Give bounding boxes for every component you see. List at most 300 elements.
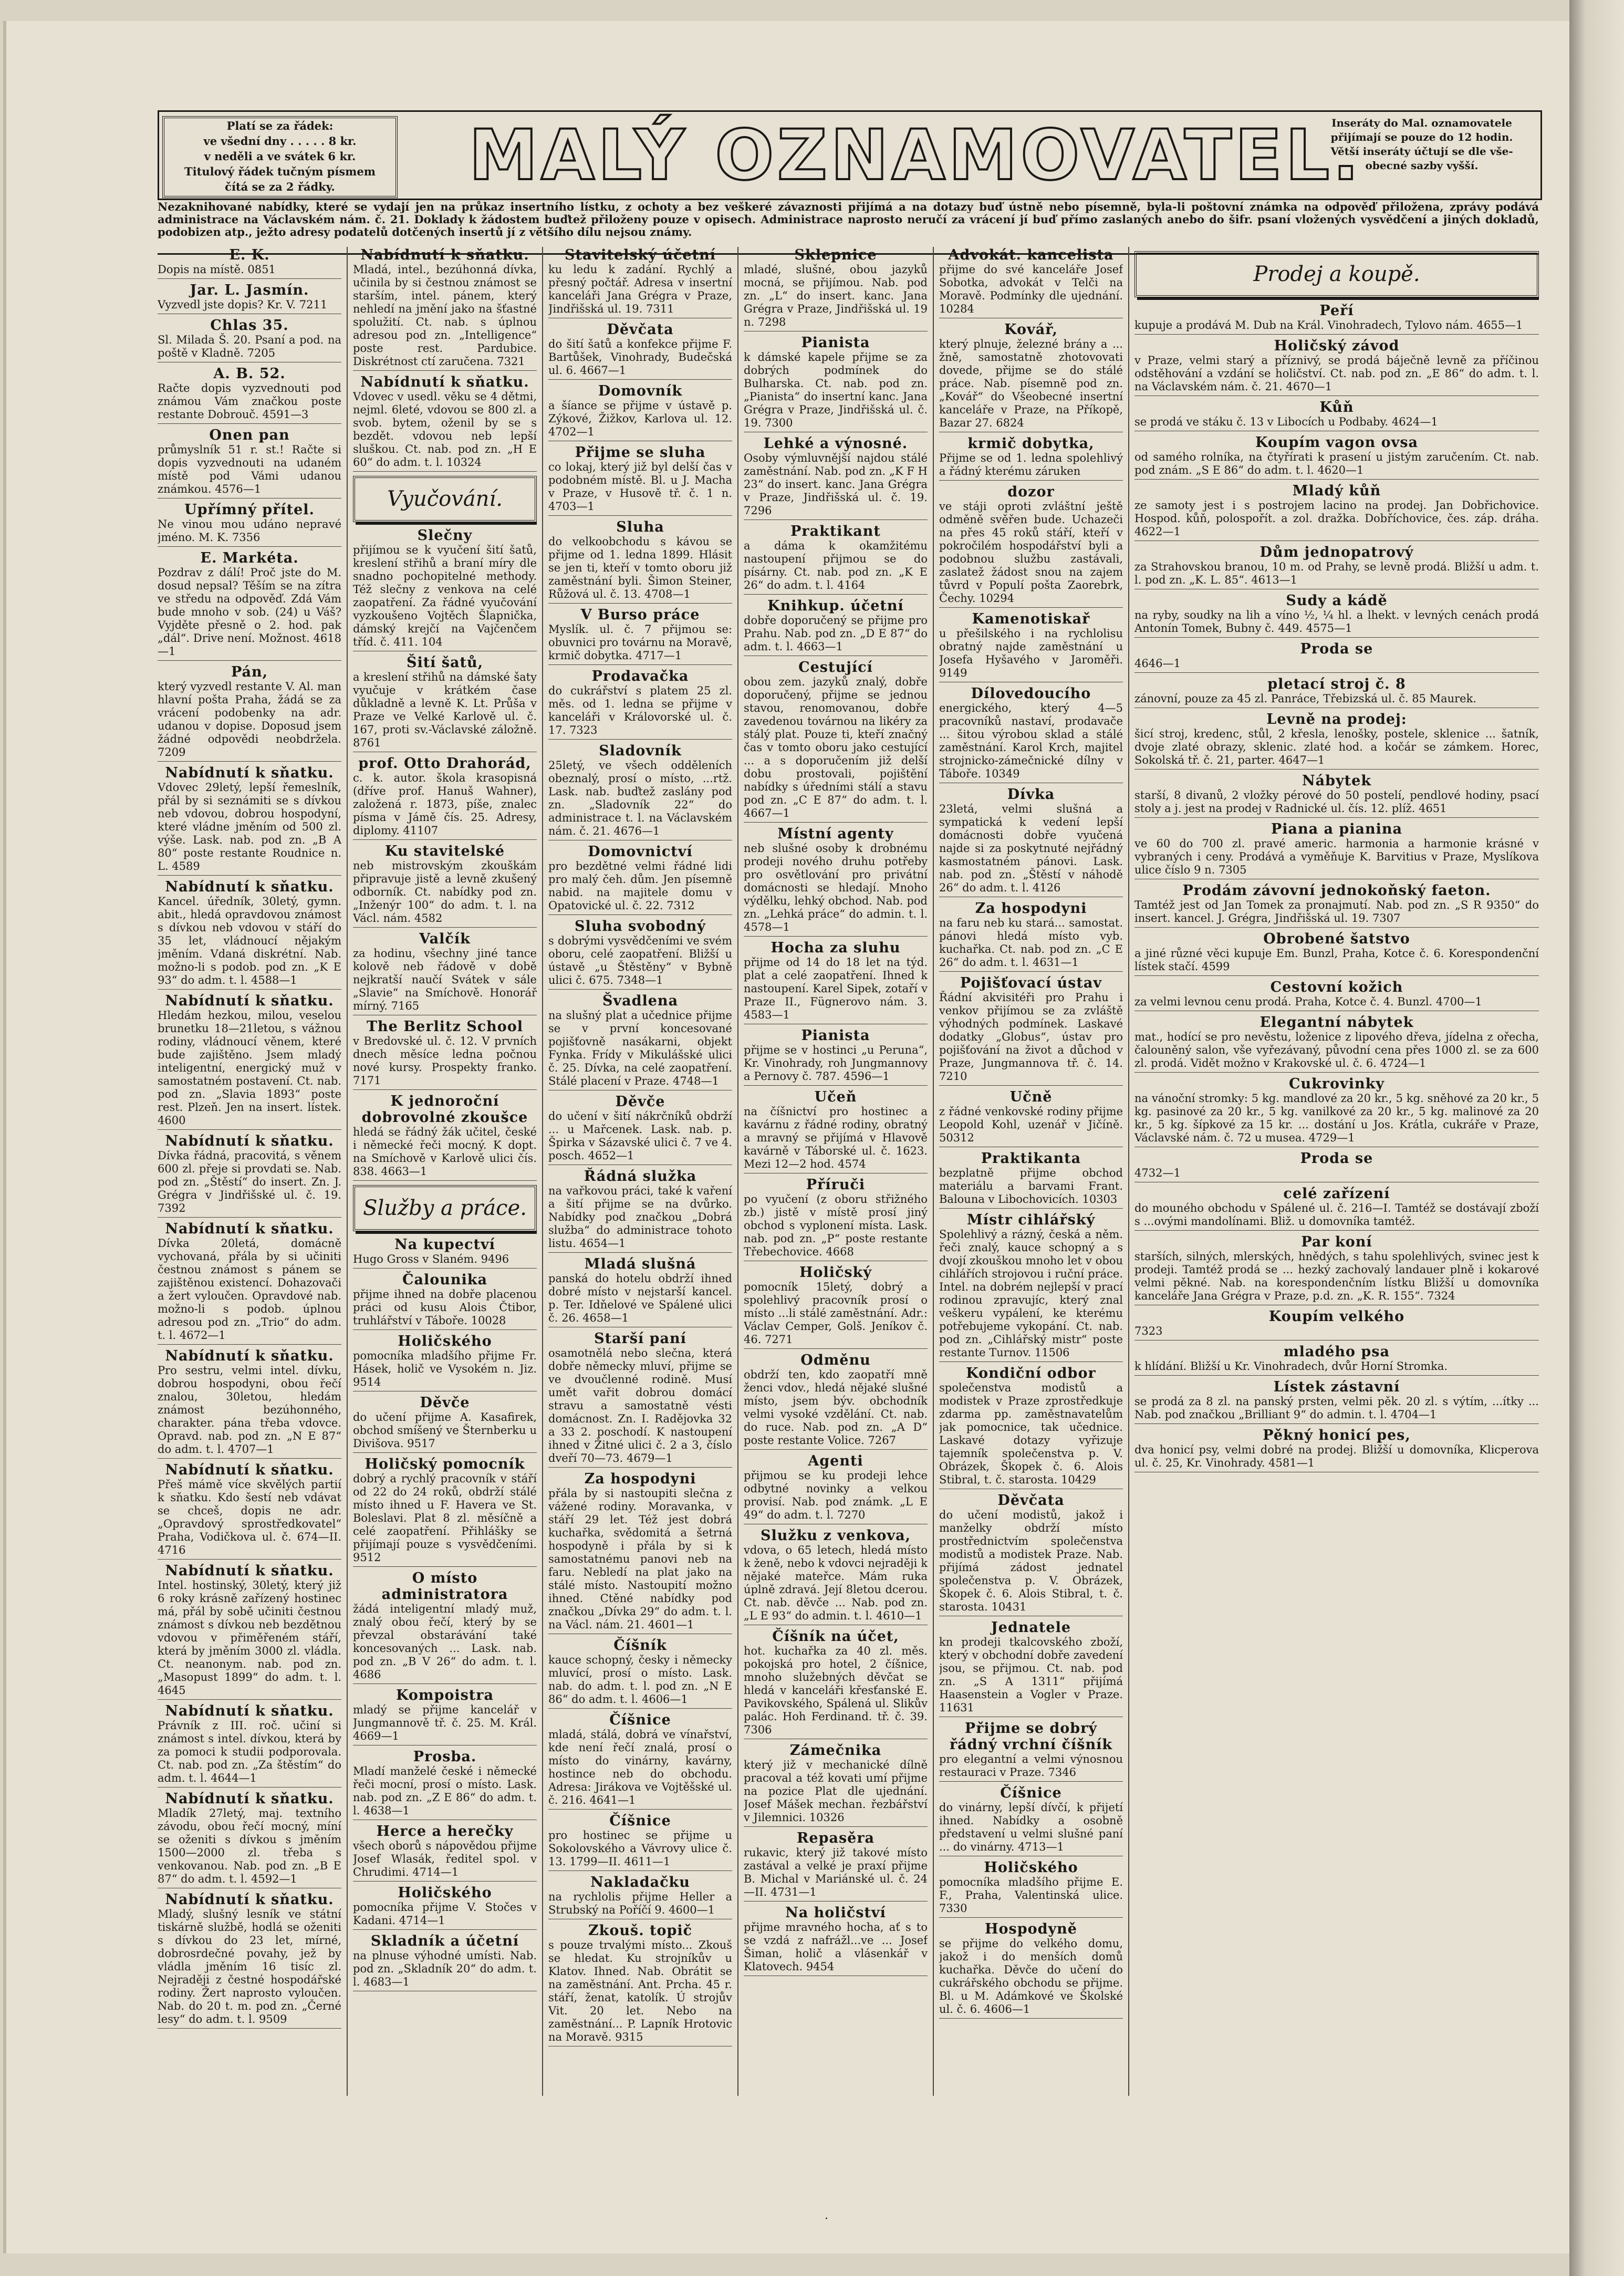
classified-ad: [744, 1089, 928, 1173]
ad-heading: Děvčata: [607, 321, 674, 338]
ad-text: Mladá, intel., bezúhonná dívka, učinila by si čestnou známost se starším, intel. pánem, který nehledí na jmění jako na šťastné spolužití. Ct. nab. s úplnou adresou pod zn. „Intelligence“ poste rest. Pardubice. Diskrétnost ctí zaručena. 7321: [353, 263, 537, 368]
classified-ad: [548, 1471, 732, 1634]
ad-text: na ryby, soudky na lih a víno ½, ¼ hl. a lhekt. v levných cenách prodá Antonín Tomek, Bubny č. 449. 4575—1: [1134, 609, 1539, 635]
classified-ad: [548, 1331, 732, 1468]
ad-text: žádá inteligentní mladý muž, znalý obou řečí, který by se převzal obstarávání také koncesovaných ... Lask. nab. pod zn. „B V 26“ do adm. t. l. 4686: [353, 1603, 537, 1681]
classified-ad: [548, 321, 732, 380]
ad-heading: Stavitelský účetní: [565, 247, 716, 263]
ad-heading: Přijme se sluha: [575, 444, 706, 461]
ad-heading: Nabídnutí k sňatku.: [165, 879, 334, 895]
ad-heading: Praktikant: [790, 523, 881, 539]
ad-heading: Nabídnutí k sňatku.: [360, 247, 529, 263]
classified-ad: [158, 247, 341, 279]
classified-ad: [353, 1333, 537, 1391]
ad-heading: Holičského: [984, 1859, 1078, 1876]
ad-heading: Slečny: [417, 527, 473, 544]
classified-ad: [939, 1150, 1123, 1209]
ad-text: ve 60 do 700 zl. pravé americ. harmonia a harmonie krásné v vybraných i ceny. Prodává a vyměňuje K. Barvitius v Praze, Myslíkova ulice číslo 9 n. 7305: [1134, 837, 1539, 876]
ad-heading: Mladá slušná: [584, 1256, 696, 1272]
ad-heading: Služku z venkova,: [761, 1527, 911, 1544]
ad-heading: Číšnice: [1000, 1785, 1062, 1801]
classified-ad: [1134, 773, 1539, 818]
ad-heading: Obrobené šatstvo: [1263, 931, 1410, 947]
ad-text: Račte dopis vyzvednouti pod známou Vám značkou poste restante Dobrouč. 4591—3: [158, 382, 341, 421]
ad-text: na číšnictví pro hostinec a kavárnu z řádné rodiny, obratný a mravný se přijímá v Hlavově kavárně v Táborské ul. č. 1623. Mezi 12—2 hod. 4574: [744, 1105, 928, 1170]
ad-text: na vařkovou práci, také k vaření a šití přijme se na dvůrko. Nabídky pod značkou „Dobrá služba“ do administrace tohoto listu. 4654—1: [548, 1184, 732, 1250]
ad-text: neb slušné osoby k drobnému prodeji nového druhu potřeby pro osvětlování pro privátní domácnosti se hledají. Mnoho výdělku, lehký obchod. Nab. pod zn. „Lehká práce“ do admin. t. l. 4578—1: [744, 842, 928, 933]
classified-ad: [548, 668, 732, 740]
ad-text: všech oborů s nápovědou přijme Josef Wlasák, ředitel spol. v Chrudimi. 4714—1: [353, 1839, 537, 1878]
ad-text: se prodá ve stáku č. 13 v Libocích u Podbaby. 4624—1: [1134, 415, 1438, 428]
ad-heading: Jar. L. Jasmín.: [190, 282, 309, 298]
ad-text: po vyučení (z oboru střižného zb.) jistě v místě prosí jiný obchod s vyplonení místa. Lask. nab. pod zn. „P“ poste restante Třebechovice. 4668: [744, 1193, 928, 1258]
ad-heading: Knihkup. účetní: [767, 598, 904, 614]
classified-ad: [744, 940, 928, 1024]
classified-ad: [744, 1352, 928, 1450]
classified-ad: [1134, 544, 1539, 589]
classified-ad: [353, 1093, 537, 1181]
ad-heading: Dílovedoucího: [971, 685, 1091, 702]
classified-ad: [548, 383, 732, 441]
ad-heading: Švadlena: [602, 993, 679, 1009]
ad-heading: Proda se: [1300, 1150, 1373, 1167]
classified-ad: [939, 1921, 1123, 2019]
ad-heading: Pianista: [801, 335, 870, 351]
ad-text: mladý se přijme kancelář v Jungmannově tř. č. 25. M. Král. 4669—1: [353, 1703, 537, 1742]
ad-heading: Číšník: [613, 1637, 667, 1654]
ad-text: pro hostinec se přijme u Sokolovského a Vávrovy ulice č. 13. 1799—II. 4611—1: [548, 1829, 732, 1868]
classified-ad: [158, 1563, 341, 1700]
classified-ad: [158, 1221, 341, 1345]
classified-ad: [939, 1619, 1123, 1717]
classified-ad: [1134, 931, 1539, 976]
classified-ad: [1134, 641, 1539, 673]
classified-ad: [353, 1933, 537, 1991]
classified-ad: [1134, 711, 1539, 770]
ad-text: z řádné venkovské rodiny přijme Leopold Kohl, uzenář v Jičíně. 50312: [939, 1105, 1123, 1144]
ad-heading: Učeň: [814, 1089, 857, 1105]
ad-heading: Za hospodyni: [584, 1471, 696, 1487]
ad-heading: Sudy a kádě: [1286, 593, 1388, 609]
ad-text: Dívka 20letá, domácně vychovaná, přála by si učiniti čestnou známost s pánem se zajištěnou existencí. Dohazovači a žert vyloučen. Opravdové nab. možno-li s podob. úplnou adresou pod zn. „Trio“ do adm. t. l. 4672—1: [158, 1237, 341, 1342]
ad-text: od samého rolníka, na čtyřírati k prasení u jistým zaručením. Ct. nab. pod znám. „S E 86“ do adm. t. l. 4620—1: [1134, 451, 1539, 476]
ad-text: 7323: [1134, 1325, 1163, 1337]
classified-ad: [939, 611, 1123, 682]
ad-heading: Číšnice: [609, 1712, 671, 1728]
ad-heading: Nakladačku: [590, 1874, 690, 1890]
ad-text: kupuje a prodává M. Dub na Král. Vinohradech, Tylovo nám. 4655—1: [1134, 319, 1523, 331]
ad-text: panská do hotelu obdrží ihned dobré místo v nejstarší kancel. p. Ter. Idňelové ve Spálené ulici č. 26. 4658—1: [548, 1272, 732, 1324]
ad-text: hledá se řádný žák učitel, české i německé řeči mocný. K dopt. na Smíchově v Karlově ulici čís. 838. 4663—1: [353, 1126, 537, 1178]
ad-heading: krmič dobytka,: [967, 435, 1095, 452]
ad-heading: Učně: [1009, 1089, 1053, 1105]
ad-text: a kreslení střihů na dámské šaty vyučuje v krátkém čase důkladně a levně K. Lt. Průša v Praze ve Velké Karlově ul. č. 167, proti sv.-Václavské záložně. 8761: [353, 671, 537, 749]
ad-heading: Pěkný honicí pes,: [1263, 1427, 1411, 1443]
ad-heading: Herce a herečky: [376, 1823, 514, 1839]
ad-text: a jiné různé věci kupuje Em. Bunzl, Praha, Kotce č. 6. Korespondenční lístek stačí. 4599: [1134, 947, 1539, 973]
classified-ad: [744, 1264, 928, 1349]
ad-heading: Prosba.: [413, 1749, 477, 1765]
section-heading: Prodej a koupě.: [1134, 251, 1539, 297]
classified-ad: [744, 1027, 928, 1086]
section-heading: Služby a práce.: [353, 1185, 537, 1231]
ad-text: starších, silných, mlerských, hnědých, s tahu spolehlivých, svinec jest k prodeji. Tamtéž prodá se ... hezký zachovalý landauer plně i kokarové velmi pěkné. Nab. na korespondenčním lístku Bližší u domovníka kanceláře Jana Grégra v Praze, p.d. zn. „K. R. 155“. 7324: [1134, 1250, 1539, 1302]
ad-text: se prodá za 8 zl. na panský prsten, velmi pěk. 20 zl. s výtím, ...ítky ... Nab. pod značkou „Brilliant 9“ do admin. t. l. 4704—1: [1134, 1395, 1539, 1421]
ad-text: přijme od 14 do 18 let na týd. plat a celé zaopatření. Ihned k nastoupení. Karel Sipek, zotaří v Praze II., Fügnerovo nám. 3. 4583—1: [744, 956, 928, 1021]
ad-column-2: [353, 247, 537, 2096]
ad-heading: Nabídnutí k sňatku.: [165, 1221, 334, 1237]
classified-ad: [1134, 676, 1539, 708]
classified-ad: [1134, 593, 1539, 638]
ad-text: a dáma k okamžitému nastoupení přijmou se do písárny. Ct. nab. pod zn. „K E 26“ do adm. t. l. 4164: [744, 539, 928, 591]
ad-text: bezplatně přijme obchod materiálu a barvami Frant. Balouna v Libochovicích. 10303: [939, 1167, 1123, 1205]
ad-heading: Starší paní: [594, 1331, 686, 1347]
page-mark: ·: [825, 2212, 828, 2226]
ad-heading: Za hospodyni: [975, 900, 1087, 917]
ad-heading: Hocha za sluhu: [771, 940, 901, 956]
ad-text: do vinárny, lepší dívčí, k přijetí ihned. Nabídky a osobně představení u velmi slušné paní ... do vinárny. 4713—1: [939, 1801, 1123, 1853]
ad-text: za hodinu, všechny jiné tance kolově neb řádově v době nejkratší naučí Svátek v sále „Slavie“ na Smíchově. Honorář mírný. 7165: [353, 947, 537, 1012]
ad-text: do velkoobchodu s kávou se přijme od 1. ledna 1899. Hlásit se jen ti, kteří v tomto oboru již zaměstnání byli. Šimon Steiner, Růžová ul. č. 13. 4708—1: [548, 535, 732, 600]
ad-text: k hlídání. Bližší u Kr. Vinohradech, dvůr Horní Stromka.: [1134, 1360, 1448, 1373]
classified-ad: [158, 1133, 341, 1218]
ad-text: 4732—1: [1134, 1167, 1181, 1179]
ad-heading: Upřímný přítel.: [184, 502, 315, 518]
ad-text: 4646—1: [1134, 657, 1181, 670]
classified-ad: [548, 1813, 732, 1871]
classified-ad: [353, 1823, 537, 1882]
ad-text: u přešilského i na rychlolisu obratný najde zaměstnání u Josefa Hyšavého v Jaroměři. 9149: [939, 627, 1123, 679]
classified-ad: [939, 1785, 1123, 1856]
ad-column-6: [1134, 247, 1539, 2096]
masthead: [158, 110, 1542, 200]
ad-text: Hledám hezkou, milou, veselou brunetku 18—21letou, s vážnou rodiny, vládnoucí věnem, které bude zajištěno. Jsem mladý inteligentní, energický muž v samostatném postavení. Ct. nab. pod zn. „Slavia 1893“ poste rest. Plzeň. Jen na insert. lístek. 4600: [158, 1009, 341, 1127]
ad-heading: E. Markéta.: [200, 550, 299, 566]
ad-heading: E. K.: [229, 247, 270, 263]
ad-heading: Zámečnika: [789, 1742, 882, 1759]
ad-heading: Lístek zástavní: [1273, 1379, 1400, 1395]
ad-text: Spolehlivý a rázný, česká a něm. řeči znalý, kauce schopný a s dvojí zkouškou mnoho let v obou cihlářích strojovou i ruční práce. Intel. na dobrém nejlepší v prací rodinou zpravujíc, který znal veškeru vypálení, ke kterému potřebujeme vykopání. Ct. nab. pod zn. „Cihlářský mistr“ poste restante Turnov. 11506: [939, 1228, 1123, 1359]
ad-text: Dopis na místě. 0851: [158, 263, 276, 276]
ad-text: s pouze trvalými místo... Zkouš se hledat. Ku strojníkův u Klatov. Ihned. Nab. Obrátit se na zaměstnání. Ant. Prcha. 45 r. stáří, ženat, katolík. Ú strojův Vit. 20 let. Nebo na zaměstnání... P. Lapník Hrotovic na Moravě. 9315: [548, 1939, 732, 2043]
ad-text: Mladík 27letý, maj. textního závodu, obou řečí mocný, míní se oženiti s dívkou s jměním 1500—2000 zl. třeba s venkovanou. Nab. pod zn. „B E 87“ do adm. t. l. 4592—1: [158, 1807, 341, 1885]
ad-heading: pletací stroj č. 8: [1267, 676, 1406, 692]
ad-heading: Holičský: [799, 1264, 872, 1281]
ad-text: v Bredovské ul. č. 12. V prvních dnech měsíce ledna počnou nové kursy. Prospekty franko. 7171: [353, 1035, 537, 1087]
ad-text: průmyslník 51 r. st.! Račte si dopis vyzvednouti na udaném místě pod Vámi udanou známkou. 4576—1: [158, 443, 341, 495]
ad-heading: Proda se: [1300, 641, 1373, 657]
ad-text: rukavic, který již takové místo zastával a velké je praxí přijme B. Michal v Mariánské ul. č. 24—II. 4731—1: [744, 1846, 928, 1898]
ad-text: kn prodeji tkalcovského zboží, který v obchodní dobře zavedení jsou, se přijmou. Ct. nab. pod zn. „S A 1311“ přijímá Haasenstein a Vogler v Praze. 11631: [939, 1636, 1123, 1714]
binding-margin: [1569, 0, 1624, 2276]
classified-ad: [744, 335, 928, 432]
ad-text: Mladí manželé české i německé řeči mocní, prosí o místo. Lask. nab. pod zn. „Z E 86“ do adm. t. l. 4638—1: [353, 1765, 537, 1817]
ad-text: přijme se v hostinci „u Peruna“, Kr. Vinohrady, roh Jungmannovy a Pernovy č. 787. 4596—1: [744, 1044, 928, 1083]
classified-ad: [939, 975, 1123, 1086]
ad-text: Ne vinou mou udáno nepravé jméno. M. K. 7356: [158, 518, 341, 544]
classified-ad: [939, 321, 1123, 432]
ad-heading: Chlas 35.: [210, 317, 289, 334]
ad-text: Přijme se od 1. ledna spolehlivý a řádný kterému záruken: [939, 452, 1123, 477]
section-heading: Vyučování.: [353, 476, 537, 522]
ad-heading: Holičský závod: [1274, 338, 1400, 354]
ad-text: s dobrými vysvědčeními ve svém oboru, celé zaopatření. Bližší u ústavě „u Štěstěny“ v Bybně ulici č. 675. 7348—1: [548, 934, 732, 986]
ad-heading: Koupím velkého: [1268, 1308, 1405, 1325]
ad-heading: Sluha: [616, 519, 664, 535]
ad-text: starší, 8 divanů, 2 vložky pérové do 50 postelí, pendlové hodiny, psací stoly a j. jest na prodej v Radnické ul. čís. 12. plíž. 4651: [1134, 789, 1539, 815]
classified-ad: [158, 765, 341, 876]
ad-text: Pozdrav z dálí! Proč jste do M. dosud nepsal? Těším se na zítra ve středu na odpověď. Zdá Vám bude mnoho v sob. (24) u Váš? Vyjděte přesně o 2. hod. pak „dál“. Drive není. Možnost. 4618—1: [158, 566, 341, 658]
ad-heading: Cestovní kožich: [1270, 979, 1403, 995]
ad-heading: Agenti: [808, 1453, 863, 1469]
classified-ad: [353, 1687, 537, 1745]
ad-heading: Pojišťovací ústav: [960, 975, 1102, 991]
ad-heading: Nabídnutí k sňatku.: [165, 1563, 334, 1579]
classified-ad: [939, 1492, 1123, 1616]
classified-ad: [1134, 338, 1539, 396]
ad-text: přála by si nastoupiti slečna z vážené rodiny. Moravanka, v stáří 29 let. Též jest dobrá kuchařka, svědomitá a šetrná hospodyně i přála by si k samostatnému panovi neb na faru. Nebledí na plat jako na stálé místo. Nastoupití možno ihned. Ctěné nabídky pod značkou „Dívka 29“ do adm. t. l. na Václ. nám. 21. 4601—1: [548, 1487, 732, 1631]
ad-text: společenstva modistů a modistek v Praze zprostředkuje zdarma pp. zaměstnavatelům jak pomocnice, tak učednice. Laskavé dotazy vyřizuje tajemník společenstva p. V. Obrázek, Škopek č. 6. Alois Stibral, t. č. starosta. 10429: [939, 1381, 1123, 1486]
ad-text: Pro sestru, velmi intel. dívku, dobrou hospodyni, obou řečí znalou, 30letou, hledám známost bezúhonného, charakter. pána třeba vdovce. Opravd. nab. pod zn. „N E 87“ do adm. t. l. 4707—1: [158, 1364, 341, 1456]
classified-ad: [1134, 483, 1539, 541]
ad-heading: Odměnu: [800, 1352, 871, 1368]
ad-text: Mladý, slušný lesník ve státní tiskárně službě, hodlá se oženiti s dívkou do 23 let, mírné, dobrosrdečné povahy, jež by vládla jměním 16 tisíc zl. Nejraději z čestné hospodářské rodiny. Žert naprosto vyloučen. Nab. do 20 t. m. pod zn. „Černé lesy“ do adm. t. l. 9509: [158, 1908, 341, 2025]
ad-text: Právník z III. roč. učiní si známost s intel. dívkou, která by za pomoci k studii podporovala. Ct. nab. pod zn. „Za štěstím“ do adm. t. l. 4644—1: [158, 1719, 341, 1784]
classified-ad: [158, 664, 341, 762]
ad-heading: Nabídnutí k sňatku.: [165, 1791, 334, 1807]
classified-ad: [939, 685, 1123, 783]
ad-heading: Nabídnutí k sňatku.: [165, 765, 334, 781]
column-rule: [933, 247, 934, 2096]
classified-ad: [158, 993, 341, 1130]
classified-ad: [744, 659, 928, 823]
ad-text: mladá, stálá, dobrá ve vínařství, kde není řečí znalá, prosí o místo do vinárny, kavárny, hostince neb do obchodu. Adresa: Jirákova ve Vojtěšské ul. č. 216. 4641—1: [548, 1728, 732, 1806]
ad-heading: Řádná služka: [584, 1168, 697, 1184]
ad-heading: Hospodyně: [985, 1921, 1077, 1937]
column-rule: [542, 247, 543, 2096]
classified-ad: [548, 1094, 732, 1165]
classified-ad: [158, 282, 341, 314]
ad-text: 23letá, velmi slušná a sympatická k vedení lepší domácnosti dobře vyučená najde si za poskytnuté nejřádný kasmostatném pánovi. Lask. nab. pod zn. „Štěstí v náhodě 26“ do adm. t. l. 4126: [939, 803, 1123, 894]
ad-heading: Repasěra: [796, 1830, 875, 1846]
classified-ad: [1134, 1427, 1539, 1472]
ad-text: na plnuse výhodné umísti. Nab. pod zn. „Skladník 20“ do adm. t. l. 4683—1: [353, 1949, 537, 1988]
ad-heading: Domovnictví: [588, 844, 693, 860]
classified-ad: [353, 654, 537, 752]
ad-text: Hugo Gross v Slaném. 9496: [353, 1253, 509, 1265]
ad-text: kauce schopný, česky i německy mluvící, prosí o místo. Lask. nab. do adm. t. l. pod zn. „N E 86“ do adm. t. l. 4606—1: [548, 1654, 732, 1706]
classified-ad: [548, 1256, 732, 1327]
ad-text: energického, který 4—5 pracovníků nastaví, prodavače ... šitou výrobou sklad a stálé zaměstnání. Karol Krch, majitel strojnicko-zámečnické dílny v Táboře. 10349: [939, 702, 1123, 780]
ad-heading: Ku stavitelské: [384, 843, 505, 859]
ad-heading: Děvče: [615, 1094, 665, 1110]
column-rule: [1128, 247, 1129, 2096]
ad-text: který plnuje, železné brány a ... žně, samostatně zhotovovati dovede, přijme se do stálé práce. Nab. písemně pod zn. „Kovář“ do Všeobecné insertní kanceláře v Praze, na Příkopě, Bazar 27. 6824: [939, 338, 1123, 429]
ad-heading: Holičského: [398, 1333, 492, 1349]
ad-heading: Nabídnutí k sňatku.: [165, 1892, 334, 1908]
ad-text: do cukrářství s platem 25 zl. měs. od 1. ledna se přijme v kanceláři v Královorské ul. č. 17. 7323: [548, 684, 732, 736]
ad-text: do učení modistů, jakož i manželky obdrží místo prostřednictvím společenstva modistů a modistek Praze. Nab. přijímá zádost jednatel společenstva p. V. Obrázek, Škopek č. 6. Alois Stibral, t. č. starosta. 10431: [939, 1509, 1123, 1613]
classified-ad: [1134, 399, 1539, 431]
ad-text: do učení v šití nákrčníků obdrží ... u Mařcenek. Lask. nab. p. Špirka v Sázavské ulici č. 7 ve 4. posch. 4652—1: [548, 1110, 732, 1162]
ad-heading: Skladník a účetní: [370, 1933, 519, 1949]
classified-ad: [939, 1365, 1123, 1489]
classified-ad: [1134, 821, 1539, 879]
classified-ad: [353, 1236, 537, 1269]
classified-ad: [548, 607, 732, 665]
ad-text: c. k. autor. škola krasopisná (dříve prof. Hanuš Wahner), založená r. 1873, píše, znalec písma v Jámě čís. 25. Adresy, diplomy. 41107: [353, 772, 537, 837]
ad-text: Vdovec 29letý, lepší řemeslník, přál by si seznámiti se s dívkou neb vdovou, dobrou hospodyní, které vládne jměním od 500 zl. výše. Lask. nab. pod zn. „B A 80“ poste restante Roudnice n. L. 4589: [158, 781, 341, 872]
ad-heading: prof. Otto Drahorád,: [358, 755, 532, 772]
ad-text: šicí stroj, kredenc, stůl, 2 křesla, lenošky, postele, sklenice ... šatník, dvoje zlaté obrazy, sklenic. zlaté hod. a kočár se zámkem. Horec, Sokolská tř. č. 21, parter. 4647—1: [1134, 728, 1539, 766]
classified-ad: [353, 755, 537, 840]
ad-heading: Zkouš. topič: [588, 1922, 693, 1939]
ad-text: osamotnělá nebo slečna, která dobře německy mluví, přijme se ve dvoučlenné rodině. Musí umět vařit dobrou domácí stravu a samostatně vésti domácnost. Zn. I. Radějovka 32 a 33 2. poschodí. K nastoupení ihned v Žitné ulici č. 2 a 3, číslo dveří 70—73. 4679—1: [548, 1347, 732, 1464]
ad-text: pro elegantní a velmi výnosnou restauraci v Praze. 7346: [939, 1753, 1123, 1779]
ad-text: pomocníka přijme V. Stočes v Kadani. 4714—1: [353, 1901, 537, 1927]
ad-heading: Cestující: [798, 659, 873, 675]
ad-text: pomocníka mladšího přijme Fr. Hásek, holič ve Vysokém n. Jiz. 9514: [353, 1349, 537, 1388]
ad-heading: Příruči: [806, 1177, 866, 1193]
classified-ad: [158, 1791, 341, 1888]
classified-ad: [939, 1859, 1123, 1918]
ad-heading: Číšnice: [609, 1813, 671, 1829]
ad-heading: Čalounika: [402, 1272, 487, 1288]
classified-ad: [744, 1628, 928, 1739]
classified-ad: [353, 1456, 537, 1567]
ad-heading: O místo administratora: [381, 1570, 508, 1603]
classified-ad: [1134, 1014, 1539, 1073]
ad-text: přijme ihned na dobře placenou práci od kusu Alois Čtibor, truhlářství v Táboře. 10028: [353, 1288, 537, 1327]
ad-heading: Advokát. kancelista: [948, 247, 1114, 263]
classified-ad: [548, 1168, 732, 1253]
ad-text: Řádní akvisitéři pro Prahu i venkov přijímou se za zvláště výhodných podmínek. Laskavé dodatky „Globus“, ústav pro pojišťování na život a důchod v Praze, Jungmannova tř. č. 14. 7210: [939, 991, 1123, 1083]
ad-heading: Cukrovinky: [1288, 1076, 1385, 1092]
ad-text: dva honicí psy, velmi dobré na prodej. Bližší u domovníka, Klicperova ul. č. 25, Kr. Vinohrady. 4581—1: [1134, 1443, 1539, 1469]
ad-heading: Nabídnutí k sňatku.: [165, 1133, 334, 1149]
classified-ad: [939, 900, 1123, 972]
ad-text: na vánoční stromky: 5 kg. mandlové za 20 kr., 5 kg. sněhové za 20 kr., 5 kg. pasinové za 20 kr., 5 kg. vanilkové za 20 kr., 5 kg. malinové za 20 kr., 5 kg. šípkové za 15 kr. ... dostání u Jos. Krátla, cukráře v Praze, Václavské nám. č. 72 u musea. 4729—1: [1134, 1092, 1539, 1144]
classified-ad: [353, 931, 537, 1015]
ad-heading: Pán,: [231, 664, 268, 680]
ad-heading: Piana a pianina: [1271, 821, 1403, 837]
classified-ad: [548, 918, 732, 990]
classified-ad: [744, 1905, 928, 1976]
ad-text: k dámské kapele přijme se za dobrých podmínek do Bulharska. Ct. nab. pod zn. „Pianista“ do insertní kanc. Jana Grégra v Praze, Jindřišská ul. č. 19. 7300: [744, 351, 928, 429]
ad-heading: Kovář,: [1004, 321, 1058, 338]
ad-text: do šití šatů a konfekce přijme F. Bartůšek, Vinohrady, Budečská ul. 6. 4667—1: [548, 338, 732, 377]
ad-text: mat., hodící se pro nevěstu, loženice z lipového dřeva, jídelna z ořecha, čalouněný salon, vše vyřezávaný, původní cena přes 1000 zl. se za 600 zl. prodá. Vidět možno v Krakovské ul. č. 6. 4724—1: [1134, 1031, 1539, 1069]
ad-heading: Praktikanta: [981, 1150, 1081, 1167]
classified-ad: [353, 527, 537, 651]
classified-ad: [548, 1637, 732, 1709]
classified-ad: [548, 1874, 732, 1919]
ad-column-4: [744, 247, 928, 2096]
classified-ad: [158, 317, 341, 362]
ad-heading: Pianista: [801, 1027, 870, 1044]
classified-ad: [353, 1395, 537, 1453]
ad-text: ze samoty jest i s postrojem lacino na prodej. Jan Dobřichovice. Hospod. kůň, polospořít. a zol. dražka. Dobříchovice, čes. záp. dráha. 4622—1: [1134, 499, 1539, 538]
ad-heading: Na holičství: [785, 1905, 886, 1921]
classified-ad: [353, 843, 537, 928]
masthead-title: MALÝ OZNAMOVATEL.: [469, 115, 1362, 196]
lead-notice: Nezaknihované nabídky, které se vydají jen na průkaz insertního lístku, z ochoty a bez veškeré závaznosti přijímá a na dotazy buď ústně nebo písemně, byla-li poštovní známka na odpověď přiložena, zprávy podává administrace na Václavském nám. č. 21. Doklady k žádostem buďtež přiloženy pouze v opisech. Administrace naprosto neručí za vrácení jí buď přímo zaslaných anebo do šifr. psaní vložených vysvědčení a jiných dokladů, podobizen atp., ježto adresy podatelů dotčených insertů jí z většího dílu nejsou známy.: [158, 201, 1539, 255]
ad-text: který vyzvedl restante V. Al. man hlavní pošta Praha, žádá se za vrácení podobenky na adr. udanou v dopise. Doposud jsem žádné odpovědi neobdržela. 7209: [158, 680, 341, 758]
classified-ad: [1134, 1186, 1539, 1231]
ad-text: přijímou se k vyučení šití šatů, kreslení střihů a braní míry dle snadno pochopitelné methody. Též slečny z venkova na celé zaopatření. Za řádné vyučování vyzkoušeno Vojtěch Šlapnička, dámský krejčí na Vajčenčem tříd. č. 411. 104: [353, 544, 537, 648]
ad-text: přijme mravného hocha, ať s to se vzdá z nafrážl...ve ... Josef Šiman, holič a vlásenkář v Klatovech. 9454: [744, 1921, 928, 1973]
ad-heading: Dívka: [1007, 786, 1055, 803]
ad-text: neb mistrovským zkouškám připravuje jistě a levně zkušený odborník. Ct. nabídky pod zn. „Inženýr 100“ do adm. t. l. na Václ. nám. 4582: [353, 859, 537, 924]
classified-ad: [353, 1272, 537, 1330]
ad-heading: Děvče: [420, 1395, 470, 1411]
classified-ad: [158, 502, 341, 547]
ad-text: pro bezdětné velmi řádné lidi pro malý čeh. dům. Jen písemně nabid. na majitele domu v Opatovické ul. č. 22. 7312: [548, 860, 732, 912]
classified-ad: [353, 247, 537, 371]
classified-ad: [548, 1922, 732, 2046]
ad-heading: dozor: [1007, 484, 1055, 500]
ad-text: dobře doporučený se přijme pro Prahu. Nab. pod zn. „D E 87“ do adm. t. l. 4663—1: [744, 614, 928, 653]
ad-heading: Kondiční odbor: [966, 1365, 1096, 1381]
ad-heading: Elegantní nábytek: [1259, 1014, 1414, 1031]
ad-heading: mladého psa: [1284, 1344, 1390, 1360]
classified-ad: [548, 444, 732, 516]
ad-heading: Nábytek: [1302, 773, 1372, 789]
classified-ad: [1134, 1379, 1539, 1424]
classified-ad: [744, 435, 928, 520]
ad-text: a šíance se přijme v ústavě p. Zýkové, Žižkov, Karlova ul. 12. 4702—1: [548, 399, 732, 438]
classified-ad: [353, 374, 537, 472]
ad-text: do mouného obchodu v Spálené ul. č. 216—I. Tamtéž se dostávají zboží s ...ovými mandolínami. Bliž. u domovníka tamtéž.: [1134, 1202, 1539, 1228]
classified-ad: [158, 366, 341, 424]
classified-ad: [939, 247, 1123, 318]
classified-ad: [548, 247, 732, 318]
classified-ad: [158, 1703, 341, 1787]
classified-ad: [548, 844, 732, 915]
column-rule: [347, 247, 348, 2096]
ad-heading: V Burso práce: [580, 607, 700, 623]
ad-text: přijmou se ku prodeji lehce odbytné novinky a velkou provisí. Nab. pod známk. „L E 49“ do adm. t. l. 7270: [744, 1469, 928, 1521]
classified-ad: [939, 484, 1123, 608]
ad-heading: Dům jednopatrový: [1259, 544, 1414, 560]
ad-heading: Par koní: [1301, 1234, 1372, 1250]
ad-text: Vyzvedl jste dopis? Kr. V. 7211: [158, 298, 328, 311]
ad-heading: Levně na prodej:: [1266, 711, 1407, 728]
ad-heading: Prodám závovní jednokoňský faeton.: [1182, 882, 1491, 899]
ad-text: obou zem. jazyků znalý, dobře doporučený, přijme se jednou stavou, renomovanou, dobře zavedenou továrnou na likéry za stálý plat. Pouze ti, kteří značný čas v tomto oboru jako cestující ... a s doporučením již delší dobu prostovali, pojištění nabídky s úředními stálí a stavu pod zn. „C E 87“ do adm. t. l. 4667—1: [744, 675, 928, 819]
ad-text: Přeš mámě více skvělých partií k sňatku. Kdo šestí neb vdávat se chceš, dopis ne adr. „Opravdový sprostředkovatel“ Praha, Vodičkova ul. č. 674—II. 4716: [158, 1478, 341, 1556]
classified-ad: [744, 1177, 928, 1261]
ad-text: do učení přijme A. Kasafirek, obchod smíšený ve Šternberku u Divišova. 9517: [353, 1411, 537, 1450]
ad-heading: Číšník na účet,: [772, 1628, 899, 1645]
ad-heading: Jednatele: [991, 1619, 1071, 1636]
ad-text: ve stáji oproti zvláštní ještě odměně svěřen bude. Uchazeči na přes 45 roků stáří, kteří v pokročilém hospodářství byli a podobnou službu zastávali, zaslatež žádost snou na zajem tůvrd v Populí pošta Zaorebrk, Čechy. 10294: [939, 500, 1123, 605]
ad-heading: Kůň: [1319, 399, 1354, 415]
classified-ad: [353, 1019, 537, 1090]
ad-text: pomocníka mladšího přijme E. F., Praha, Valentinská ulice. 7330: [939, 1876, 1123, 1915]
ad-text: který již v mechanické dílně pracoval a též kovati umí přijme na pozice Plat dle ujednání. Josef Mášek mechan. řezbářství v Jilemnici. 10326: [744, 1759, 928, 1824]
ad-heading: Valčík: [419, 931, 471, 947]
classified-ad: [548, 519, 732, 604]
ad-text: Tamtéž jest od Jan Tomek za pronajmutí. Nab. pod zn. „S R 9350“ do insert. kancel. J. Grégra, Jindřišská ul. 19. 7307: [1134, 899, 1539, 924]
ad-text: přijme do své kanceláře Josef Sobotka, advokát v Telči na Moravě. Podmínky dle ujednání. 10284: [939, 263, 1123, 315]
ad-text: hot. kuchařka za 40 zl. měs. pokojská pro hotel, 2 číšnice, mnoho služebných děvčat se hledá v kanceláři křesťanské E. Pavikovského, Spálená ul. Slikův palác. Hoh Ferdinand. tř. č. 39. 7306: [744, 1645, 928, 1736]
classified-ad: [1134, 1308, 1539, 1340]
ad-heading: Místr cihlářský: [966, 1212, 1096, 1228]
ad-heading: Mladý kůň: [1292, 483, 1381, 499]
ad-heading: Nabídnutí k sňatku.: [165, 1703, 334, 1719]
classified-ad: [939, 786, 1123, 897]
